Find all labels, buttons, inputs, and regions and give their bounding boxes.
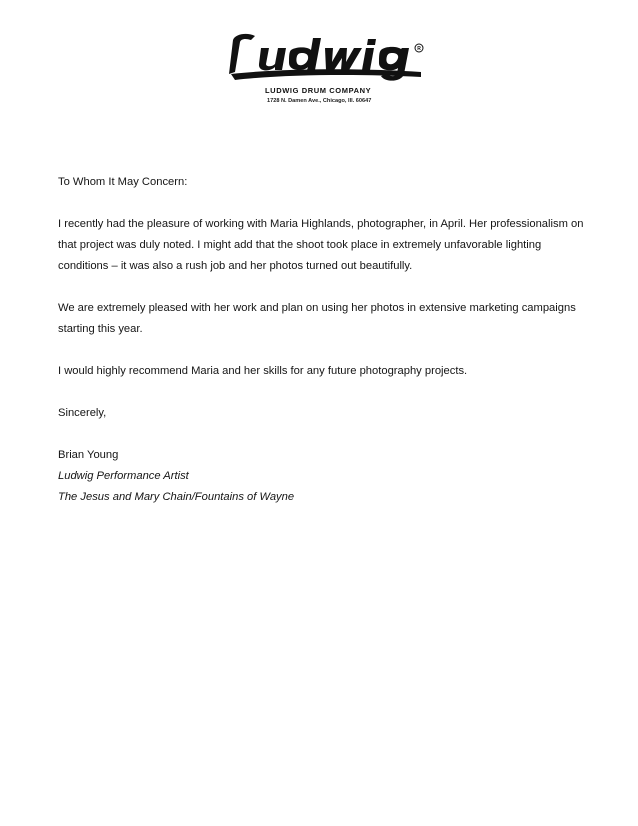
ludwig-logo <box>225 28 435 86</box>
letterhead <box>225 28 435 108</box>
letter-paragraph: I would highly recommend Maria and her skills for any future photography projects. <box>58 365 468 377</box>
company-address: 1728 N. Damen Ave., Chicago, Ill. 60647 <box>267 98 372 104</box>
signature-name: Brian Young <box>58 449 119 461</box>
letter-body <box>58 172 588 508</box>
svg-text:R: R <box>417 46 421 52</box>
letter-paragraph: We are extremely pleased with her work and plan on using her photos in extensive marketing campaigns starting this year. <box>58 302 576 335</box>
letter-paragraph: I recently had the pleasure of working with Maria Highlands, photographer, in April. Her professionalism on that project was duly noted. I might add that the shoot took place in extremely unfavorable lighting conditions – it was also a rush job and her photos turned out beautifully. <box>58 218 584 272</box>
closing: Sincerely, <box>58 407 107 419</box>
salutation: To Whom It May Concern: <box>58 176 188 188</box>
company-name: LUDWIG DRUM COMPANY <box>265 86 372 95</box>
signature-affiliation: The Jesus and Mary Chain/Fountains of Wayne <box>58 491 295 503</box>
signature-title: Ludwig Performance Artist <box>58 470 189 482</box>
